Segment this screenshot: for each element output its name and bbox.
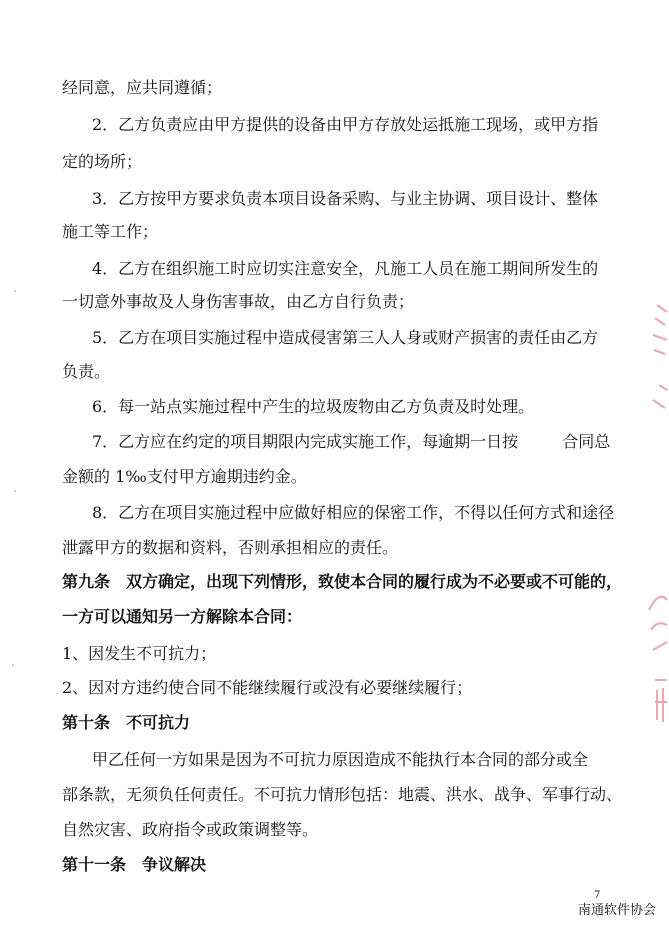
article-9-heading: 第九条 双方确定，出现下列情形，致使本合同的履行成为不必要或不可能的， [62,572,623,591]
text-line [92,432,632,452]
paper-speck [14,490,16,492]
text-line: 负责。 [62,362,111,381]
text-line: 一切意外事故及人身伤害事故，由乙方自行负责； [62,292,415,311]
text-line: 4．乙方在组织施工时应切实注意安全，凡施工人员在施工期间所发生的 [92,259,599,278]
text-line: 2、因对方违约使合同不能继续履行或没有必要继续履行； [62,678,473,697]
paper-speck [12,664,14,666]
text-segment: 合同总 [562,432,611,451]
article-10-heading: 第十条 不可抗力 [62,713,191,732]
text-line: 自然灾害、政府指令或政策调整等。 [62,820,319,839]
text-line: 部条款，无须负任何责任。不可抗力情形包括：地震、洪水、战争、军事行动、 [62,785,623,804]
text-line: 金额的 1‰支付甲方逾期违约金。 [62,467,307,486]
text-line: 3．乙方按甲方要求负责本项目设备采购、与业主协调、项目设计、整体 [92,189,599,208]
article-11-heading: 第十一条 争议解决 [62,855,207,874]
text-line: 定的场所； [62,152,143,171]
page-number: 7 [594,890,601,901]
text-line: 经同意，应共同遵循； [62,78,223,97]
text-line: 8．乙方在项目实施过程中应做好相应的保密工作，不得以任何方式和途径 [92,503,615,522]
footer-organization: 南通软件协会 [578,903,657,918]
text-line: 5．乙方在项目实施过程中造成侵害第三人人身或财产损害的责任由乙方 [92,328,599,347]
text-line: 1、因发生不可抗力； [62,644,217,663]
text-segment: 7．乙方应在约定的项目期限内完成实施工作，每逾期一日按 [92,432,519,451]
paper-speck [14,290,16,292]
text-line: 6．每一站点实施过程中产生的垃圾废物由乙方负责及时处理。 [92,397,535,416]
text-line: 施工等工作； [62,222,159,241]
text-line: 2．乙方负责应由甲方提供的设备由甲方存放处运抵施工现场，或甲方指 [92,115,599,134]
text-line: 泄露甲方的数据和资料，否则承担相应的责任。 [62,538,399,557]
article-9-heading-cont: 一方可以通知另一方解除本合同： [62,607,303,626]
text-line: 甲乙任何一方如果是因为不可抗力原因造成不能执行本合同的部分或全 [92,750,589,769]
red-seal-stamp [629,290,669,750]
